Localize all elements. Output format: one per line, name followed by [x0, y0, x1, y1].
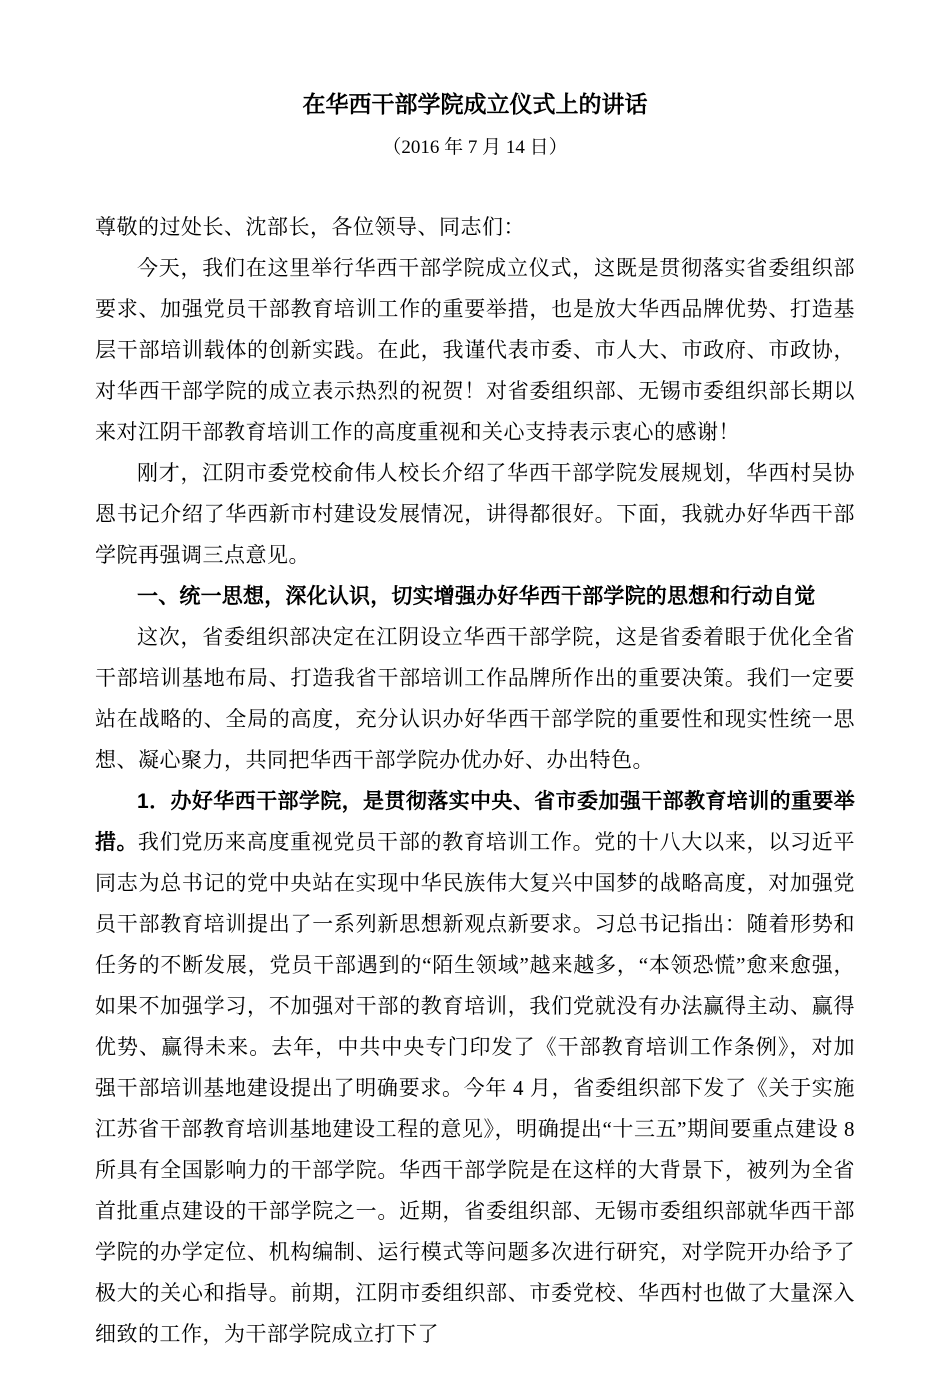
body-paragraph: 今天，我们在这里举行华西干部学院成立仪式，这既是贯彻落实省委组织部要求、加强党员干部教育培训工作的重要举措，也是放大华西品牌优势、打造基层干部培训载体的创新实践。在此，我谨代表市委、市人大、市政府、市政协，对华西干部学院的成立表示热烈的祝贺！对省委组织部、无锡市委组织部长期以来对江阴干部教育培训工作的高度重视和关心支持表示衷心的感谢！ — [95, 255, 855, 444]
salutation-paragraph: 尊敬的过处长、沈部长，各位领导、同志们： — [95, 214, 525, 239]
document-title: 在华西干部学院成立仪式上的讲话 — [302, 92, 648, 117]
body-paragraph: 刚才，江阴市委党校俞伟人校长介绍了华西干部学院发展规划，华西村吴协恩书记介绍了华西新市村建设发展情况，讲得都很好。下面，我就办好华西干部学院再强调三点意见。 — [95, 460, 855, 567]
document-date: （2016 年 7 月 14 日） — [382, 136, 568, 158]
body-paragraph: 这次，省委组织部决定在江阴设立华西干部学院，这是省委着眼于优化全省干部培训基地布局、打造我省干部培训工作品牌所作出的重要决策。我们一定要站在战略的、全局的高度，充分认识办好华西干部学院的重要性和现实性统一思想、凝心聚力，共同把华西干部学院办优办好、办出特色。 — [95, 624, 855, 772]
body-paragraph — [95, 781, 855, 1355]
section-heading: 一、统一思想，深化认识，切实增强办好华西干部学院的思想和行动自觉 — [137, 584, 816, 608]
document-body — [95, 207, 855, 1355]
paragraph-bold-lead: 1．办好华西干部学院，是贯彻落实中央、省市委加强干部教育培训的重要举措。 — [95, 789, 855, 854]
paragraph-text: 我们党历来高度重视党员干部的教育培训工作。党的十八大以来，以习近平同志为总书记的党中央站在实现中华民族伟大复兴中国梦的战略高度，对加强党员干部教育培训提出了一系列新思想新观点新要求。习总书记指出：随着形势和任务的不断发展，党员干部遇到的“陌生领域”越来越多，“本领恐慌”愈来愈强，如果不加强学习，不加强对干部的教育培训，我们党就没有办法赢得主动、赢得优势、赢得未来。去年，中共中央专门印发了《干部教育培训工作条例》，对加强干部培训基地建设提出了明确要求。今年 4 月，省委组织部下发了《关于实施江苏省干部教育培训基地建设工程的意见》，明确提出“十三五”期间要重点建设 8 所具有全国影响力的干部学院。华西干部学院是在这样的大背景下，被列为全省首批重点建设的干部学院之一。近期，省委组织部、无锡市委组织部就华西干部学院的办学定位、机构编制、运行模式等问题多次进行研究，对学院开办给予了极大的关心和指导。前期，江阴市委组织部、市委党校、华西村也做了大量深入细致的工作，为干部学院成立打下了 — [95, 829, 856, 1346]
